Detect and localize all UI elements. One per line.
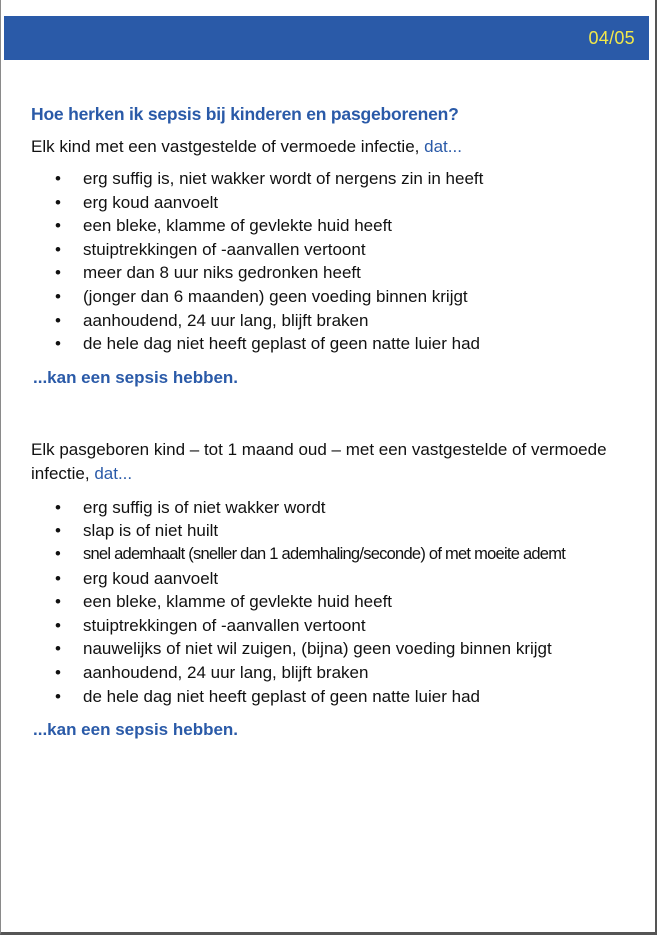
list-item-text: snel ademhaalt (sneller dan 1 ademhaling/seconde) of met moeite ademt bbox=[83, 544, 566, 563]
list-item bbox=[55, 496, 641, 520]
section-newborns bbox=[31, 438, 641, 740]
list-item bbox=[55, 191, 641, 215]
list-item bbox=[55, 519, 641, 543]
header-bar bbox=[4, 16, 649, 60]
intro-text: Elk kind met een vastgestelde of vermoede infectie, bbox=[31, 137, 425, 156]
list-item-text: erg koud aanvoelt bbox=[83, 192, 219, 212]
bullet-icon: • bbox=[55, 686, 61, 706]
list-item-text: stuiptrekkingen of -aanvallen vertoont bbox=[83, 615, 366, 635]
intro-text: Elk pasgeboren kind – tot 1 maand oud – met een vastgestelde of vermoede infectie, bbox=[31, 439, 607, 483]
list-item-text: (jonger dan 6 maanden) geen voeding binnen krijgt bbox=[83, 286, 468, 306]
page-number: 04/05 bbox=[588, 28, 635, 48]
bullet-icon: • bbox=[55, 521, 61, 541]
section-intro bbox=[31, 135, 641, 159]
list-item-text: erg koud aanvoelt bbox=[83, 568, 219, 588]
list-item bbox=[55, 332, 641, 356]
bullet-icon: • bbox=[55, 334, 61, 354]
list-item bbox=[55, 214, 641, 238]
list-item-text: de hele dag niet heeft geplast of geen natte luier had bbox=[83, 686, 480, 706]
bullet-icon: • bbox=[55, 239, 61, 259]
list-item bbox=[55, 543, 641, 567]
list-item-text: slap is of niet huilt bbox=[83, 521, 219, 541]
list-item bbox=[55, 167, 641, 191]
symptom-list bbox=[31, 167, 641, 356]
list-item-text: erg suffig is of niet wakker wordt bbox=[83, 497, 326, 517]
bullet-icon: • bbox=[55, 192, 61, 212]
list-item bbox=[55, 238, 641, 262]
list-item-text: stuiptrekkingen of -aanvallen vertoont bbox=[83, 239, 366, 259]
list-item-text: nauwelijks of niet wil zuigen, (bijna) geen voeding binnen krijgt bbox=[83, 639, 552, 659]
bullet-icon: • bbox=[55, 662, 61, 682]
list-item-text: aanhoudend, 24 uur lang, blijft braken bbox=[83, 310, 369, 330]
list-item-text: een bleke, klamme of gevlekte huid heeft bbox=[83, 592, 393, 612]
list-item bbox=[55, 285, 641, 309]
section-children bbox=[31, 135, 641, 388]
list-item-text: de hele dag niet heeft geplast of geen natte luier had bbox=[83, 334, 480, 354]
bullet-icon: • bbox=[55, 216, 61, 236]
list-item bbox=[55, 309, 641, 333]
section-intro bbox=[31, 438, 641, 486]
section-closing: ...kan een sepsis hebben. bbox=[33, 367, 239, 387]
list-item bbox=[55, 261, 641, 285]
bullet-icon: • bbox=[55, 592, 61, 612]
intro-accent: dat... bbox=[424, 137, 462, 156]
list-item-text: aanhoudend, 24 uur lang, blijft braken bbox=[83, 662, 369, 682]
bullet-icon: • bbox=[55, 544, 61, 563]
list-item-text: erg suffig is, niet wakker wordt of nergens zin in heeft bbox=[83, 169, 484, 188]
list-item bbox=[55, 637, 641, 661]
list-item bbox=[55, 661, 641, 685]
list-item bbox=[55, 614, 641, 638]
symptom-list bbox=[31, 496, 641, 708]
bullet-icon: • bbox=[55, 169, 61, 188]
bullet-icon: • bbox=[55, 639, 61, 659]
bullet-icon: • bbox=[55, 310, 61, 330]
bullet-icon: • bbox=[55, 615, 61, 635]
list-item-text: meer dan 8 uur niks gedronken heeft bbox=[83, 263, 361, 283]
list-item bbox=[55, 567, 641, 591]
section-closing: ...kan een sepsis hebben. bbox=[33, 720, 239, 740]
bullet-icon: • bbox=[55, 568, 61, 588]
intro-accent: dat... bbox=[94, 463, 133, 483]
document-body bbox=[31, 104, 641, 740]
page-title: Hoe herken ik sepsis bij kinderen en pasgeborenen? bbox=[31, 104, 459, 124]
bullet-icon: • bbox=[55, 263, 61, 283]
list-item bbox=[55, 685, 641, 709]
bullet-icon: • bbox=[55, 286, 61, 306]
bullet-icon: • bbox=[55, 497, 61, 517]
list-item-text: een bleke, klamme of gevlekte huid heeft bbox=[83, 216, 393, 236]
list-item bbox=[55, 590, 641, 614]
